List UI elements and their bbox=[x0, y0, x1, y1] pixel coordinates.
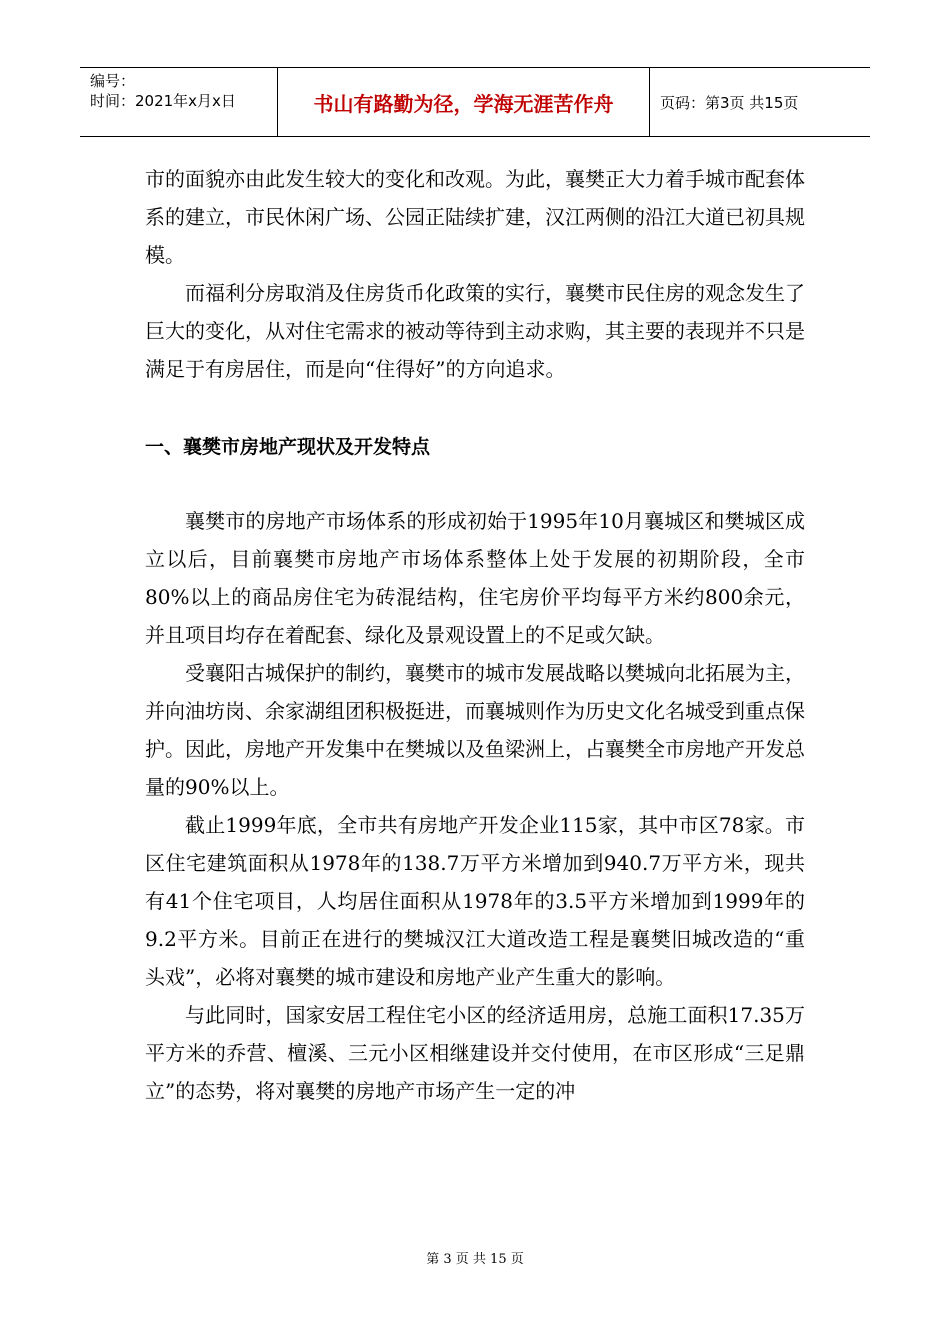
paragraph-3: 襄樊市的房地产市场体系的形成初始于1995年10月襄城区和樊城区成立以后，目前襄樊市房地产市场体系整体上处于发展的初期阶段，全市80%以上的商品房住宅为砖混结构，住宅房价平均每平方米约800余元，并且项目均存在着配套、绿化及景观设置上的不足或欠缺。 bbox=[145, 509, 805, 647]
page-code: 页码：第3页 共15页 bbox=[660, 93, 799, 112]
time-label: 时间：2021年x月x日 bbox=[90, 92, 236, 110]
document-header bbox=[80, 67, 870, 137]
number-label: 编号： bbox=[90, 72, 136, 90]
paragraph-4: 受襄阳古城保护的制约，襄樊市的城市发展战略以樊城向北拓展为主，并向油坊岗、余家湖组团积极挺进，而襄城则作为历史文化名城受到重点保护。因此，房地产开发集中在樊城以及鱼梁洲上，占襄樊全市房地产开发总量的90%以上。 bbox=[145, 661, 805, 799]
motto: 书山有路勤为径，学海无涯苦作舟 bbox=[278, 68, 650, 136]
page-footer: 第 3 页 共 15 页 bbox=[426, 1252, 524, 1267]
section-heading: 一、襄樊市房地产现状及开发特点 bbox=[145, 436, 431, 458]
document-body bbox=[145, 160, 805, 1110]
paragraph-6: 与此同时，国家安居工程住宅小区的经济适用房，总施工面积17.35万平方米的乔营、檀溪、三元小区相继建设并交付使用，在市区形成“三足鼎立”的态势，将对襄樊的房地产市场产生一定的冲 bbox=[145, 1003, 805, 1103]
header-left-cell bbox=[80, 68, 278, 136]
paragraph-5: 截止1999年底，全市共有房地产开发企业115家，其中市区78家。市区住宅建筑面积从1978年的138.7万平方米增加到940.7万平方米，现共有41个住宅项目，人均居住面积从1978年的3.5平方米增加到1999年的9.2平方米。目前正在进行的樊城汉江大道改造工程是襄樊旧城改造的“重头戏”，必将对襄樊的城市建设和房地产业产生重大的影响。 bbox=[145, 813, 805, 989]
paragraph-2: 而福利分房取消及住房货币化政策的实行，襄樊市民住房的观念发生了巨大的变化，从对住宅需求的被动等待到主动求购，其主要的表现并不只是满足于有房居住，而是向“住得好”的方向追求。 bbox=[145, 281, 805, 381]
paragraph-1: 市的面貌亦由此发生较大的变化和改观。为此，襄樊正大力着手城市配套体系的建立，市民休闲广场、公园正陆续扩建，汉江两侧的沿江大道已初具规模。 bbox=[145, 167, 805, 267]
